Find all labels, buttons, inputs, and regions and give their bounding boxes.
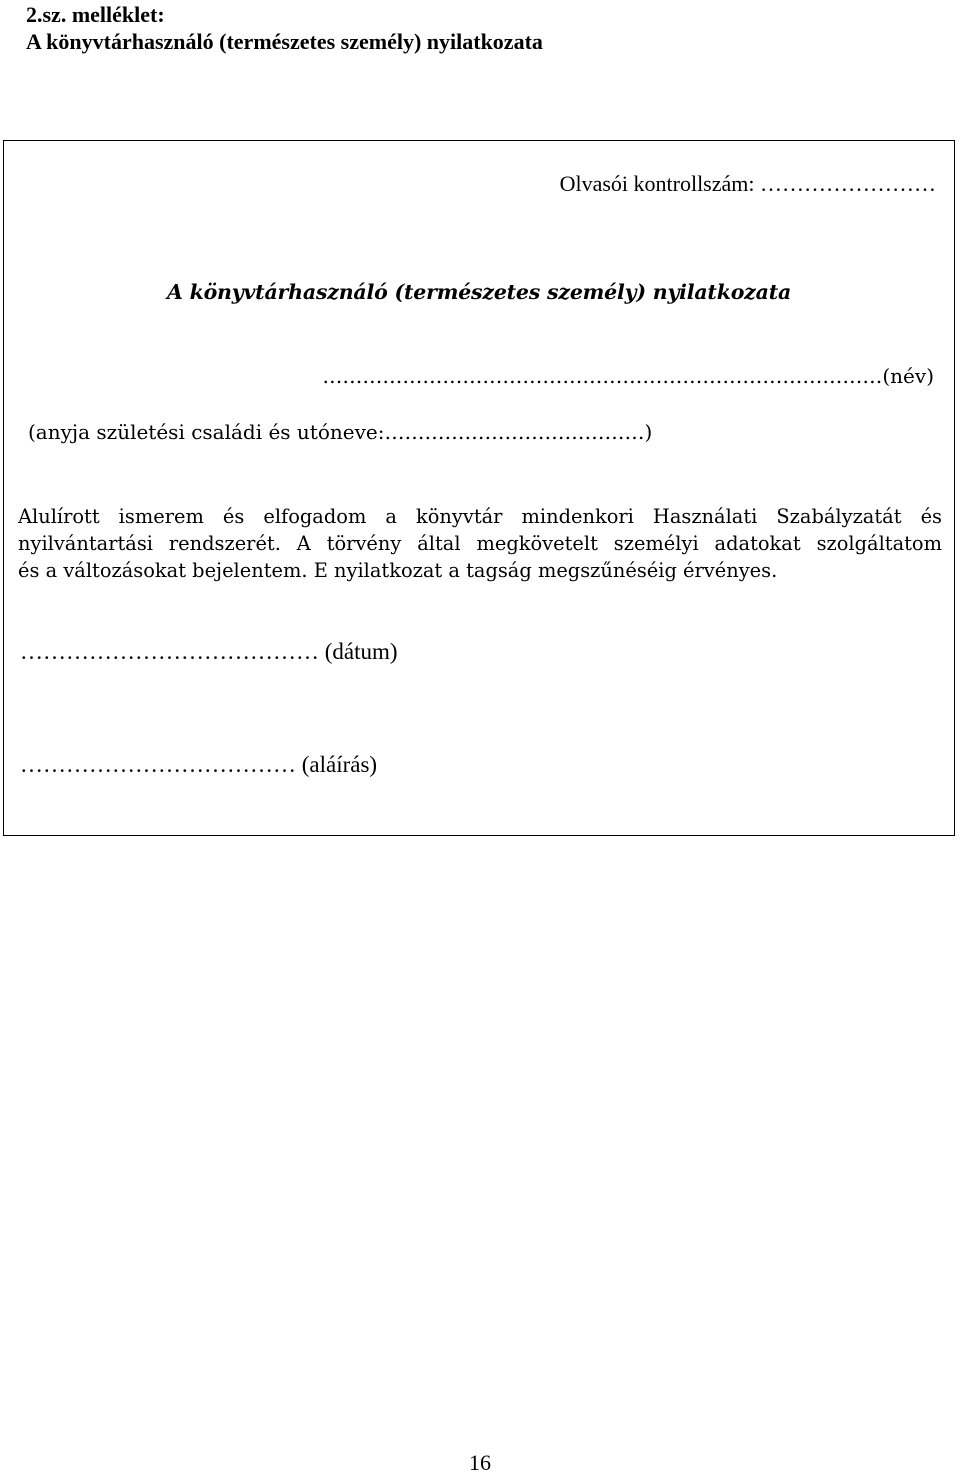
reader-control-number: Olvasói kontrollszám: …………………… — [559, 171, 936, 196]
signature-field-line: ……………………………… (aláírás) — [20, 752, 378, 777]
name-field-line: …………………………………………………………………………(név) — [322, 364, 934, 388]
annex-title: A könyvtárhasználó (természetes személy) nyilatkozata — [26, 29, 543, 54]
date-field-line: ………………………………… (dátum) — [20, 639, 398, 664]
declaration-title: A könyvtárhasználó (természetes személy) nyilatkozata — [166, 280, 792, 304]
declaration-form-box — [3, 140, 955, 836]
annex-label: 2.sz. melléklet: — [26, 2, 165, 27]
mother-name-field-line: (anyja születési családi és utóneve:…………………………………) — [28, 420, 653, 444]
statement-line: és a változásokat bejelentem. E nyilatkozat a tagság megszűnéséig érvényes. — [18, 559, 778, 582]
page-number: 16 — [469, 1450, 491, 1475]
statement-line: Alulírott ismerem és elfogadom a könyvtár mindenkori Használati Szabályzatát és — [18, 505, 942, 528]
statement-line: nyilvántartási rendszerét. A törvény által megkövetelt személyi adatokat szolgáltatom — [18, 532, 942, 555]
statement-paragraph — [18, 503, 942, 584]
